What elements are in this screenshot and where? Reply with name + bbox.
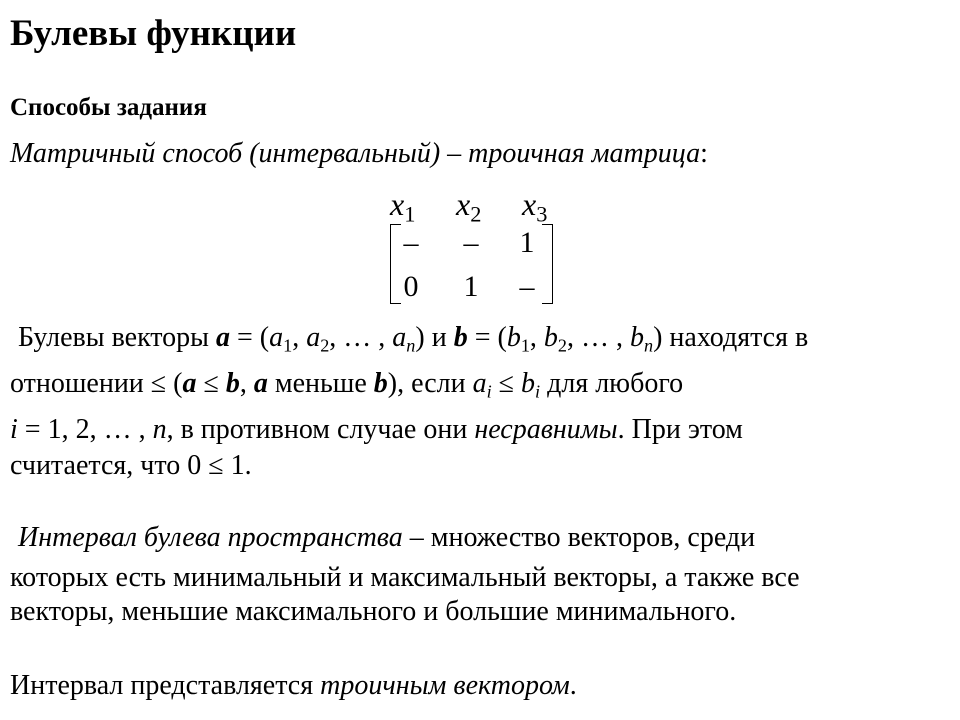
matrix-cell: 1 bbox=[463, 270, 479, 303]
matrix-cell: – bbox=[519, 270, 535, 303]
intro-text: Матричный способ (интервальный) – троичная матрица bbox=[10, 138, 701, 169]
ternary-matrix bbox=[386, 186, 558, 308]
slide-title: Булевы функции bbox=[10, 13, 297, 54]
matrix-right-bracket bbox=[542, 224, 553, 304]
para1-line3: i = 1, 2, … , n, в противном случае они несравнимы. При этом bbox=[10, 414, 743, 445]
para3-line: Интервал представляется троичным вектором. bbox=[10, 670, 577, 701]
matrix-cell: – bbox=[403, 226, 419, 259]
matrix-cell: 0 bbox=[403, 270, 419, 303]
matrix-cell: – bbox=[463, 226, 479, 259]
matrix-cell: 1 bbox=[519, 226, 535, 259]
matrix-header-x1: $x_1$ bbox=[390, 186, 416, 227]
intro-line bbox=[10, 138, 708, 170]
para2-line3: векторы, меньшие максимального и большие минимального. bbox=[10, 596, 737, 627]
matrix-header-x3: $x_3$ bbox=[522, 186, 548, 227]
para2-line1: Интервал булева пространства – множество векторов, среди bbox=[18, 522, 756, 553]
intro-colon: : bbox=[700, 138, 708, 169]
matrix-header-x2: $x_2$ bbox=[456, 186, 482, 227]
para1-line1: Булевы векторы $a = (a_1$, $a_2$, … , $a_n$) и $b = (b_1$, $b_2$, … , $b_n$) находятся в bbox=[18, 322, 809, 356]
para1-line4: считается, что 0 ≤ 1. bbox=[10, 450, 252, 481]
para1-line2: отношении ≤ (a ≤ b, a меньше b), если $a_i \le b_i$ для любого bbox=[10, 368, 684, 402]
section-subtitle: Способы задания bbox=[10, 94, 207, 121]
para2-line2: которых есть минимальный и максимальный векторы, а также все bbox=[10, 562, 800, 593]
